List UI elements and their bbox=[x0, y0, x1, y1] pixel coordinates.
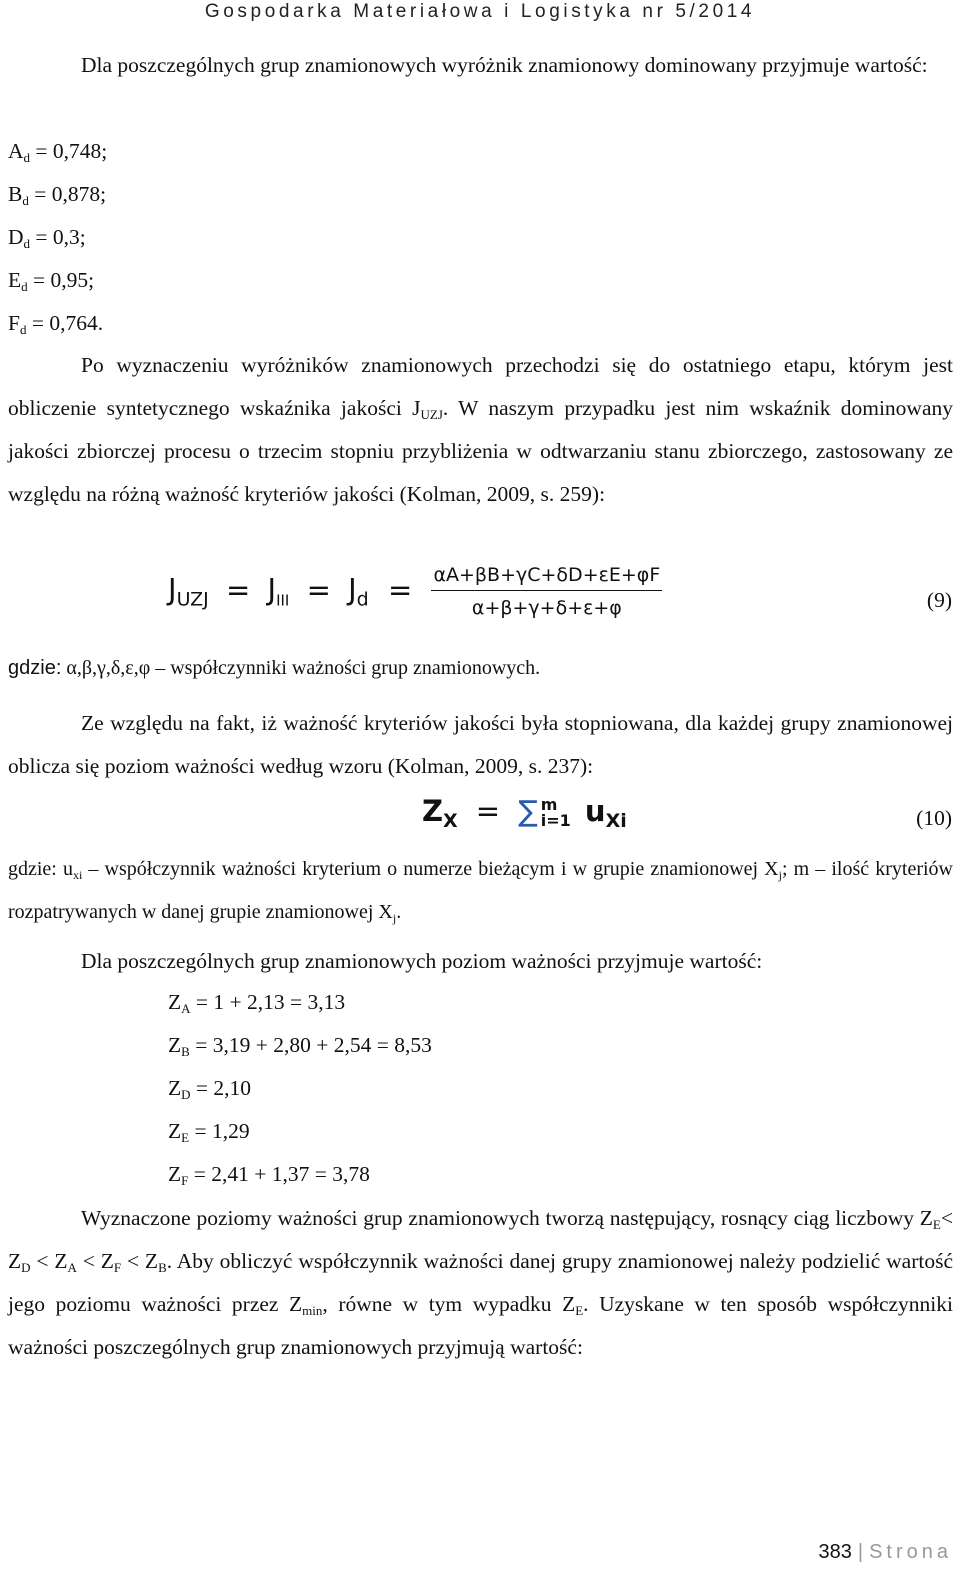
paragraph-uzj: Po wyznaczeniu wyróżników znamionowych przechodzi się do ostatniego etapu, którym jest obliczenie syntetycznego wskaźnika jakości $J_{UZJ}$. W naszym przypadku jest nim wskaźnik dominowany jakości zbiorczej procesu o trzecim stopniu przybliżenia w odtwarzaniu stanu zbiorczego, zastosowany ze względu na różną ważność kryteriów jakości (Kolman, 2009, s. 259): bbox=[8, 353, 953, 506]
paragraph-importance: Ze względu na fakt, iż ważność kryteriów jakości była stopniowana, dla każdej grupy znamionowej oblicza się poziom ważności według wzoru (Kolman, 2009, s. 237): bbox=[8, 711, 953, 778]
intro-paragraph: Dla poszczególnych grup znamionowych wyróżnik znamionowy dominowany przyjmuje wartość: bbox=[81, 53, 928, 77]
equation-10: $Z_X$ = ∑ m i=1 $u_{Xi}$ bbox=[422, 794, 627, 832]
value-a: $A_d = 0,748$; bbox=[8, 139, 108, 165]
paragraph-levels: Dla poszczególnych grup znamionowych poziom ważności przyjmuje wartość: bbox=[81, 949, 763, 973]
level-ze: $Z_E = 1,29$ bbox=[168, 1119, 250, 1145]
level-zf: $Z_F = 2,41 + 1,37 = 3,78$ bbox=[168, 1162, 370, 1188]
level-za: $Z_A = 1 + 2,13 = 3,13$ bbox=[168, 990, 346, 1016]
equation-9-number: (9) bbox=[926, 588, 952, 612]
equation-9: $J_{UZJ} = J_{III} = J_d$ = $\frac{\alpha A+\beta B+\gamma C+\delta D+\varepsilon E+\varphi F}{\alpha+\beta+\gamma+\delta+\varepsilon+\varphi}$ bbox=[168, 564, 661, 619]
paragraph-sequence: Wyznaczone poziomy ważności grup znamionowych tworzą następujący, rosnący ciąg liczbowy $Z_E< Z_D < Z_A < Z_F < Z_B$. Aby obliczyć współczynnik ważności danej grupy znamionowej należy podzielić wartość jego poziomu ważności przez $Z_{min}$, równe w tym wypadku $Z_E$. Uzyskane w ten sposób współczynniki ważności poszczególnych grup znamionowych przyjmują wartość: bbox=[8, 1206, 954, 1359]
where-9: gdzie: α,β,γ,δ,ε,φ – współczynniki ważności grup znamionowych. bbox=[8, 657, 541, 679]
fraction-denominator: α+β+γ+δ+ε+φ bbox=[471, 597, 622, 619]
footer-separator: | bbox=[857, 1541, 864, 1563]
equation-9-fraction bbox=[431, 564, 662, 619]
value-f: $F_d = 0,764$. bbox=[8, 311, 104, 337]
page-number: 383 bbox=[818, 1541, 852, 1563]
footer-page-word: Strona bbox=[869, 1541, 952, 1563]
level-zb: $Z_B = 3,19 + 2,80 + 2,54 = 8,53$ bbox=[168, 1033, 432, 1059]
where-10: gdzie: $u_{xi}$ – współczynnik ważności kryterium o numerze bieżącym i w grupie znamionowej $X_j$; m – ilość kryteriów rozpatrywanych w danej grupie znamionowej $X_j$. bbox=[8, 858, 954, 925]
value-e: $E_d = 0,95$; bbox=[8, 268, 95, 294]
running-header: Gospodarka Materiałowa i Logistyka nr 5/2014 bbox=[204, 1, 756, 22]
equation-10-number: (10) bbox=[916, 806, 952, 830]
page-footer bbox=[818, 1541, 952, 1564]
value-d: $D_d = 0,3$; bbox=[8, 225, 86, 251]
value-b: $B_d = 0,878$; bbox=[8, 182, 107, 208]
fraction-numerator: αA+βB+γC+δD+εE+φF bbox=[431, 564, 662, 591]
level-zd: $Z_D = 2,10$ bbox=[168, 1076, 252, 1102]
